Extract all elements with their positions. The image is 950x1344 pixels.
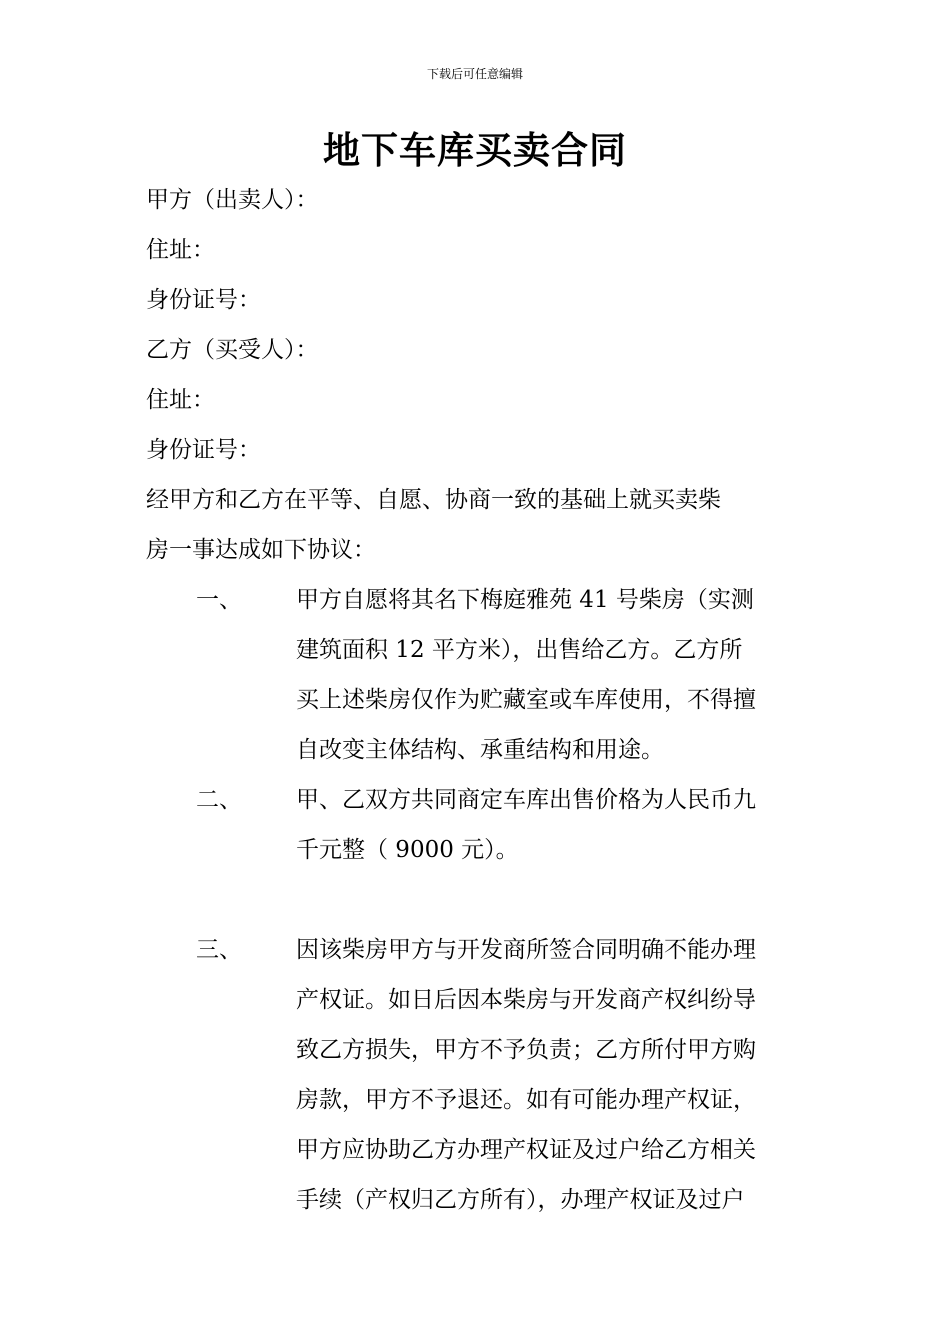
contract-body	[146, 175, 810, 1225]
clause-line: 手续（产权归乙方所有），办理产权证及过户	[296, 1187, 745, 1213]
clause-line: 甲方应协助乙方办理产权证及过户给乙方相关	[296, 1137, 756, 1163]
clause-1	[146, 575, 810, 775]
paragraph-gap	[146, 875, 810, 925]
clause-3	[146, 925, 810, 1225]
clause-text	[296, 775, 810, 875]
clause-line: 千元整（ 9000 元）。	[296, 837, 519, 863]
party-b-id-number: 身份证号：	[146, 437, 261, 463]
clause-number: 二、	[196, 787, 242, 813]
clause-line: 甲、乙双方共同商定车库出售价格为人民币九	[296, 787, 756, 813]
clause-line: 产权证。如日后因本柴房与开发商产权纠纷导	[296, 987, 756, 1013]
clause-text	[296, 925, 810, 1225]
party-b-label: 乙方（买受人）：	[146, 337, 319, 363]
clause-line: 自改变主体结构、承重结构和用途。	[296, 737, 664, 763]
party-a-id-number: 身份证号：	[146, 287, 261, 313]
clause-line: 甲方自愿将其名下梅庭雅苑 41 号柴房（实测	[296, 587, 754, 613]
clause-2	[146, 775, 810, 875]
header-note: 下载后可任意编辑	[426, 67, 523, 81]
intro-line: 房一事达成如下协议：	[146, 537, 376, 563]
intro-line: 经甲方和乙方在平等、自愿、协商一致的基础上就买卖柴	[146, 487, 721, 513]
party-b-address: 住址：	[146, 387, 215, 413]
clause-line: 因该柴房甲方与开发商所签合同明确不能办理	[296, 937, 756, 963]
clause-text	[296, 575, 810, 775]
clause-number: 一、	[196, 587, 242, 613]
clause-number: 三、	[196, 937, 242, 963]
clause-line: 建筑面积 12 平方米），出售给乙方。乙方所	[296, 637, 743, 663]
clause-line: 致乙方损失，甲方不予负责；乙方所付甲方购	[296, 1037, 756, 1063]
clause-line: 房款，甲方不予退还。如有可能办理产权证，	[296, 1087, 756, 1113]
party-a-address: 住址：	[146, 237, 215, 263]
party-a-label: 甲方（出卖人）：	[146, 187, 319, 213]
document-title: 地下车库买卖合同	[323, 129, 627, 172]
clause-line: 买上述柴房仅作为贮藏室或车库使用，不得擅	[296, 687, 756, 713]
